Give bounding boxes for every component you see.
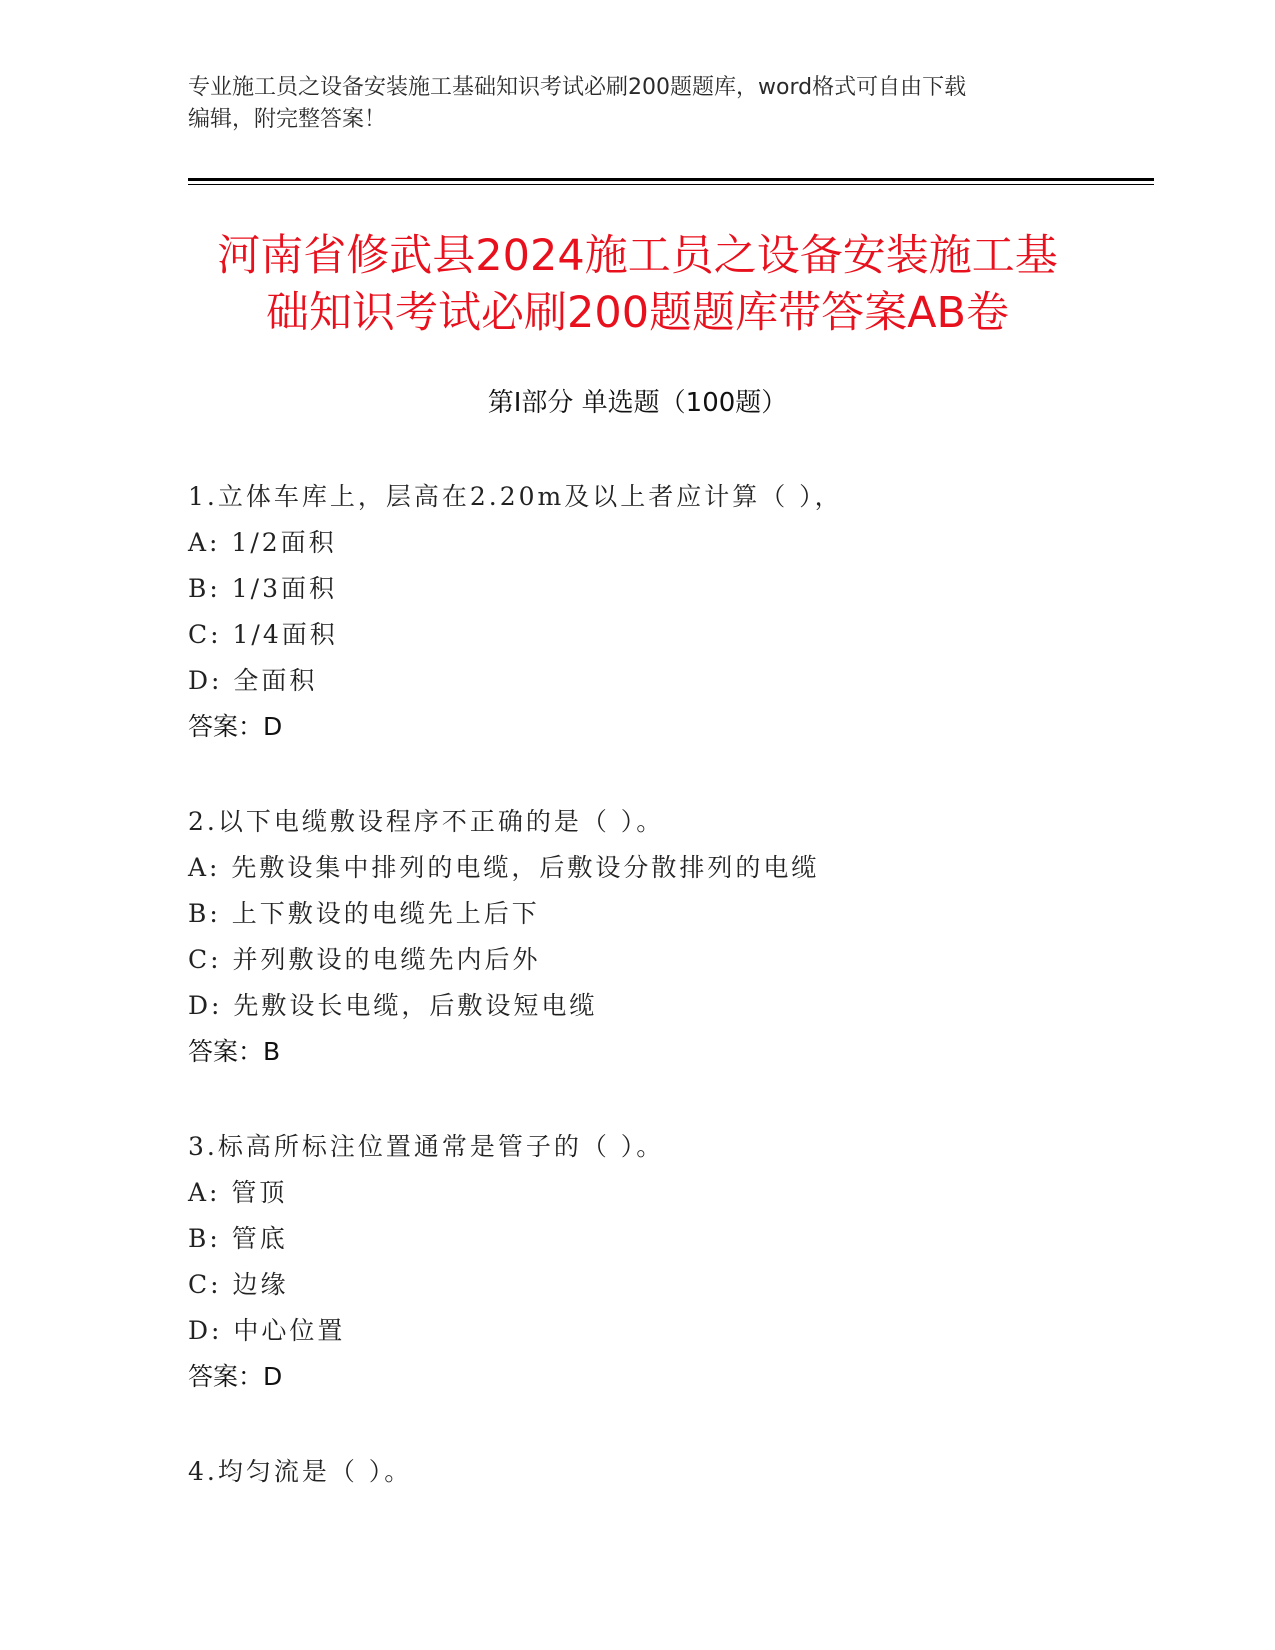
option-a: A: 管顶 xyxy=(188,1178,288,1207)
question-3 xyxy=(188,1124,1188,1400)
header-divider-thin xyxy=(188,184,1154,185)
question-2 xyxy=(188,799,1188,1075)
answer: 答案：D xyxy=(188,712,283,741)
question-stem: 1.立体车库上，层高在2.20m及以上者应计算（ ）， xyxy=(188,482,843,511)
question-1 xyxy=(188,474,1188,750)
header-divider-thick xyxy=(188,178,1154,181)
answer: 答案：B xyxy=(188,1037,281,1066)
option-c: C: 边缘 xyxy=(188,1270,289,1299)
answer: 答案：D xyxy=(188,1362,283,1391)
header-note-line-2: 编辑，附完整答案！ xyxy=(188,107,387,132)
header-note-line-1: 专业施工员之设备安装施工基础知识考试必刷200题题库，word格式可自由下载 xyxy=(188,75,967,100)
option-b: B: 1/3面积 xyxy=(188,574,337,603)
option-d: D: 先敷设长电缆，后敷设短电缆 xyxy=(188,991,598,1020)
option-a: A: 1/2面积 xyxy=(188,528,337,557)
option-c: C: 1/4面积 xyxy=(188,620,338,649)
option-d: D: 全面积 xyxy=(188,666,318,695)
header-note xyxy=(188,72,1068,136)
question-list xyxy=(188,474,1188,1544)
option-b: B: 管底 xyxy=(188,1224,288,1253)
option-a: A: 先敷设集中排列的电缆，后敷设分散排列的电缆 xyxy=(188,853,820,882)
section-heading: 第Ⅰ部分 单选题（100题） xyxy=(487,388,788,418)
document-title-line-1: 河南省修武县2024施工员之设备安装施工基 xyxy=(217,231,1058,281)
question-stem: 3.标高所标注位置通常是管子的（ ）。 xyxy=(188,1132,665,1161)
question-stem: 2.以下电缆敷设程序不正确的是（ ）。 xyxy=(188,807,665,836)
document-title-line-2: 础知识考试必刷200题题库带答案AB卷 xyxy=(266,288,1009,338)
option-c: C: 并列敷设的电缆先内后外 xyxy=(188,945,541,974)
question-4 xyxy=(188,1449,1188,1495)
document-title xyxy=(130,228,1145,342)
option-d: D: 中心位置 xyxy=(188,1316,346,1345)
question-stem: 4.均匀流是（ ）。 xyxy=(188,1457,413,1486)
option-b: B: 上下敷设的电缆先上后下 xyxy=(188,899,540,928)
